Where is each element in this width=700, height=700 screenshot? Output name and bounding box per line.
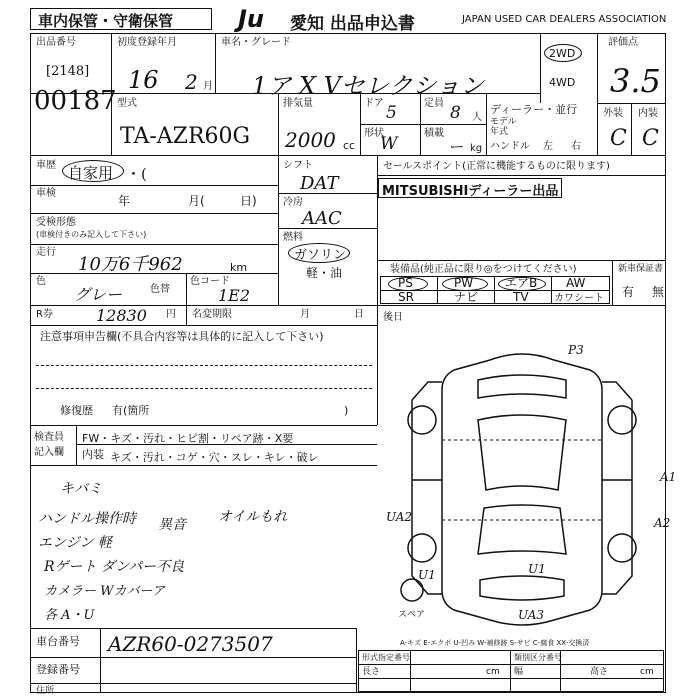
equip-navi: ナビ	[454, 290, 479, 304]
score-label: 評価点	[608, 37, 638, 48]
vehicle-history: 自家用	[68, 164, 114, 182]
equip-ps: PS	[398, 276, 413, 290]
chassis-number: AZR60-0273507	[108, 632, 273, 656]
load: ー	[448, 138, 464, 156]
note-line-2: ハンドル操作時	[38, 511, 136, 527]
form-title: 愛知 出品申込書	[290, 14, 415, 34]
notes-label: 注意事項申告欄(不具合内容等は具体的に記入して下さい)	[40, 330, 324, 343]
name-change-label: 名変期限	[192, 309, 232, 320]
equip-sr: SR	[398, 290, 414, 304]
mileage: 10万6千962	[78, 254, 183, 275]
sales-point: MITSUBISHIディーラー出品	[382, 184, 559, 199]
body-shape: W	[380, 134, 398, 154]
mileage-label: 走行	[36, 247, 56, 258]
ac-label: 冷房	[283, 197, 303, 208]
damage-mark-u1-left: U1	[418, 568, 436, 582]
capacity: 8	[450, 103, 461, 123]
record-label: 記入欄	[34, 447, 64, 458]
damage-legend: A-キズ E-エクボ U-凹み W-補修跡 S-サビ C-腐食 XX-交換済	[400, 639, 590, 647]
shaken-day: 日)	[240, 194, 257, 208]
mileage-unit: km	[230, 261, 248, 274]
model-year-label: モデル	[490, 117, 517, 127]
lot-number: 00187	[34, 86, 117, 116]
displacement-unit: cc	[343, 139, 356, 152]
height-label: 高さ	[590, 667, 609, 677]
equip-aw: AW	[566, 276, 586, 290]
color-label: 色	[36, 276, 46, 287]
damage-mark-ua2: UA2	[386, 510, 413, 524]
damage-mark-p3: P3	[568, 343, 584, 357]
new-warranty-label: 新車保証書	[618, 264, 664, 274]
handle-right: 右	[571, 141, 581, 152]
drive-2wd: 2WD	[549, 47, 576, 60]
shaken-month: 月(	[188, 194, 205, 208]
note-line-8: 各 A・U	[44, 608, 95, 623]
name-change-day: 日	[354, 309, 364, 320]
length-label: 長さ	[362, 667, 381, 677]
doors-label: ドア	[364, 98, 384, 109]
history-label: 車歴	[36, 160, 56, 171]
recycle-label: R券	[36, 309, 53, 320]
shift-label: シフト	[283, 160, 313, 171]
inspection-type-label: 受検形態	[36, 217, 76, 228]
displacement-label: 排気量	[283, 98, 313, 109]
vehicle-history-paren: ・(	[126, 165, 147, 183]
fuel-label: 燃料	[283, 232, 303, 243]
fuel-diesel: 軽・油	[306, 266, 343, 280]
model-year-unit: 年式	[490, 127, 509, 137]
length-unit: cm	[486, 667, 500, 677]
first-registration-month: 2	[185, 70, 198, 94]
load-unit: kg	[470, 143, 483, 154]
handle-label: ハンドル	[490, 141, 530, 152]
shaken-label: 車検	[36, 188, 56, 199]
sales-point-label: セールスポイント(正常に機能するものに限ります)	[383, 161, 610, 172]
spare-label: スペア	[398, 610, 426, 620]
lot-number-label: 出品番号	[36, 37, 76, 48]
first-registration-year: 16	[128, 66, 159, 94]
recycle-unit: 円	[166, 309, 176, 320]
model-code-label: 型式	[117, 98, 137, 109]
load-label: 積載	[424, 128, 444, 139]
drive-4wd: 4WD	[549, 76, 576, 89]
association-name: JAPAN USED CAR DEALERS ASSOCIATION	[462, 14, 667, 25]
equipment-label: 装備品(純正品に限り◎をつけてください)	[390, 264, 577, 275]
equip-pw: PW	[454, 276, 474, 290]
address-label: 住所	[36, 686, 55, 696]
handle-left: 左	[543, 141, 553, 152]
recycle-fee: 12830	[96, 306, 147, 325]
height-unit: cm	[640, 667, 654, 677]
fuel: ガソリン	[294, 248, 347, 263]
exterior-grade: C	[610, 126, 627, 151]
note-line-7: カメラー Wカバーア	[44, 584, 165, 599]
inspection-interior-row: キズ・汚れ・コゲ・穴・スレ・キレ・破レ	[110, 451, 319, 464]
interior-grade: C	[642, 126, 659, 151]
color-change-label: 色替	[150, 284, 170, 295]
car-name-grade: 1ア X Vセレクション	[252, 72, 484, 100]
capacity-label: 定員	[424, 98, 444, 109]
first-registration-label: 初度登録年月	[117, 37, 177, 48]
repair-history-label: 修復歴	[60, 404, 93, 417]
name-change-month: 月	[300, 309, 310, 320]
capacity-unit: 人	[472, 112, 482, 123]
note-line-5: エンジン 軽	[38, 535, 112, 551]
classification-label: 類別区分番号	[514, 653, 562, 662]
color: グレー	[74, 285, 123, 304]
displacement: 2000	[285, 128, 336, 152]
exterior-label: 外装	[603, 108, 623, 119]
equip-seat: カワシート	[554, 293, 604, 304]
score-value: 3.5	[610, 62, 661, 100]
damage-mark-a2: A2	[654, 516, 671, 530]
chassis-number-label: 車台番号	[36, 635, 80, 648]
shaken-year: 年	[118, 194, 131, 208]
repair-history-close: )	[344, 404, 349, 417]
warranty-yes: 有	[622, 285, 635, 299]
interior-label: 内装	[638, 108, 658, 119]
type-designation-label: 形式指定番号	[362, 653, 410, 662]
lot-number-sub: [2148]	[46, 64, 90, 79]
car-name-label: 車名・グレード	[221, 37, 291, 48]
damage-mark-u1-center: U1	[528, 562, 546, 576]
inspection-interior-label: 内装	[82, 448, 104, 461]
equip-tv: TV	[513, 290, 529, 304]
inspection-exterior-row: FW・キズ・汚れ・ヒビ割・リペア跡・X要	[82, 432, 294, 445]
car-damage-diagram	[380, 340, 665, 630]
month-unit: 月	[203, 81, 213, 92]
registration-number-label: 登録番号	[36, 663, 80, 676]
after-label: 後日	[383, 312, 403, 323]
note-line-1: キバミ	[60, 481, 102, 497]
model-code: TA-AZR60G	[120, 124, 251, 149]
shift: DAT	[300, 173, 339, 194]
width-label: 幅	[514, 667, 524, 677]
inspector-label: 検査員	[34, 432, 64, 443]
air-conditioning: AAC	[302, 208, 342, 229]
ju-logo: Ju	[238, 5, 265, 33]
note-line-4: オイルもれ	[218, 509, 288, 525]
repair-history: 有(箇所	[112, 404, 150, 417]
inspection-type-note: (車検付きのみ記入して下さい)	[36, 230, 147, 239]
dealer-label: ディーラー・並行	[490, 103, 578, 116]
note-line-6: Rゲート ダンパー不良	[44, 559, 185, 575]
damage-mark-a1: A1	[660, 470, 677, 484]
storage-label: 車内保管・守衛保管	[38, 12, 174, 30]
note-line-3: 異音	[158, 517, 186, 533]
shape-label: 形状	[364, 128, 384, 139]
color-code-label: 色コード	[190, 276, 230, 287]
warranty-no: 無	[652, 285, 665, 299]
color-code: 1E2	[218, 286, 251, 305]
equip-airbag: エアB	[505, 276, 538, 290]
damage-mark-ua3: UA3	[518, 608, 545, 622]
doors: 5	[386, 103, 397, 123]
